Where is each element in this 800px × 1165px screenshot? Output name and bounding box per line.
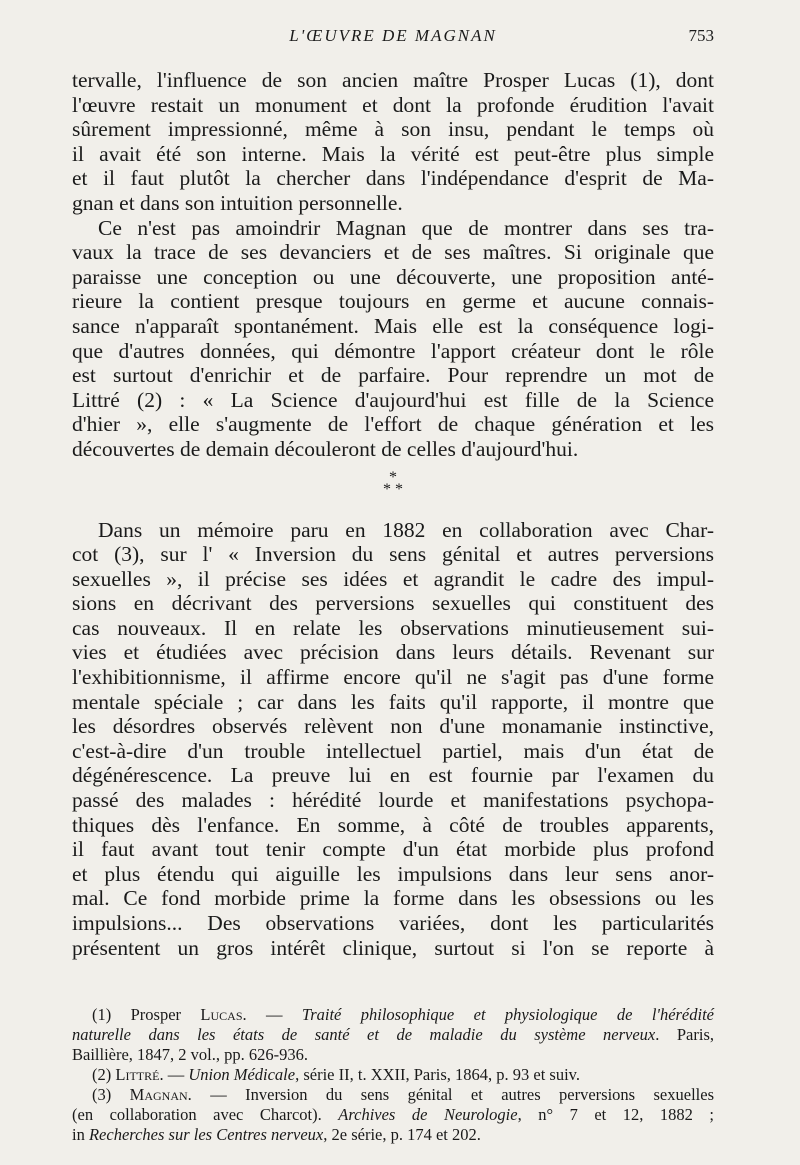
text-line: c'est-à-dire d'un trouble intellectuel partiel, mais d'un état de	[72, 738, 714, 763]
footnote-1-line-1	[72, 1005, 714, 1025]
fn-text: . —	[159, 1065, 189, 1084]
text-line: mal. Ce fond morbide prime la forme dans les obsessions ou les	[72, 886, 714, 911]
fn-author: Lucas	[200, 1005, 243, 1024]
text-line: gnan et dans son intuition personnelle.	[72, 190, 403, 215]
text-line: dégénérescence. La preuve lui en est fournie par l'examen du	[72, 763, 714, 788]
text-line: présentent un gros intérêt clinique, surtout si l'on se reporte à	[72, 935, 714, 960]
footnote-2	[72, 1065, 714, 1085]
text-line: impulsions... Des observations variées, dont les particularités	[72, 911, 714, 935]
paragraph-2	[72, 216, 714, 462]
fn-title: Traité philosophique et physiologique de l'hérédité	[301, 1005, 715, 1024]
text-line: rieure la contient presque toujours en germe et aucune connais-	[72, 289, 714, 314]
fn-text: , 2e série, p. 174 et 202.	[323, 1125, 481, 1144]
fn-text: , série II, t. XXII, Paris, 1864, p. 93 et suiv.	[295, 1065, 580, 1084]
text-line: vaux la trace de ses devanciers et de ses maîtres. Si originale que	[72, 240, 714, 265]
text-line: et il faut plutôt la chercher dans l'indépendance d'esprit de Ma-	[72, 166, 714, 191]
fn-text: . —	[242, 1005, 302, 1024]
text-line: paraisse une conception ou une découverte, une proposition anté-	[72, 264, 714, 289]
page-number: 753	[688, 26, 714, 45]
text-line: est surtout d'enrichir et de parfaire. Pour reprendre un mot de	[72, 363, 714, 388]
text-line: sions en décrivant des perversions sexuelles qui constituent des	[72, 591, 714, 616]
fn-title: Union Médicale	[188, 1065, 296, 1084]
fn-text: . — Inversion du sens génital et autres perversions sexuelles	[187, 1085, 714, 1104]
text-line: cot (3), sur l' « Inversion du sens génital et autres perversions	[72, 542, 714, 567]
text-line: sûrement impressionné, même à son insu, pendant le temps où	[72, 117, 714, 142]
paragraph-1	[72, 68, 714, 216]
running-header	[72, 26, 714, 52]
fn-text: (2)	[92, 1065, 116, 1084]
fn-text: (3)	[92, 1085, 130, 1104]
text-line: sance n'apparaît spontanément. Mais elle est la conséquence logi-	[72, 313, 714, 338]
footnote-3-line-1	[72, 1085, 714, 1105]
running-title: L'ŒUVRE DE MAGNAN	[289, 26, 497, 45]
fn-text: (1) Prosper	[92, 1005, 201, 1024]
text-line: que d'autres données, qui démontre l'apport créateur dont le rôle	[72, 338, 714, 363]
fn-text: in	[72, 1125, 89, 1144]
text-line: d'hier », elle s'augmente de l'effort de chaque génération et les	[72, 412, 714, 437]
fn-author: Magnan	[129, 1085, 188, 1104]
text-line: thiques dès l'enfance. En somme, à côté de troubles apparents,	[72, 812, 714, 837]
fn-text: . Paris,	[655, 1025, 714, 1044]
fn-text: , n° 7 et 12, 1882 ;	[517, 1105, 714, 1124]
footnote-1-line-3: Baillière, 1847, 2 vol., pp. 626-936.	[72, 1045, 309, 1064]
text-line: l'exhibitionnisme, il affirme encore qu'il ne s'agit pas d'une forme	[72, 665, 714, 690]
footnotes	[72, 1005, 714, 1145]
text-line: et plus étendu qui aiguille les impulsions dans leur sens anor-	[72, 861, 714, 886]
body-text	[72, 68, 714, 960]
text-line: sexuelles », il précise ses idées et agrandit le cadre des impul-	[72, 566, 714, 591]
fn-title: naturelle dans les états de santé et de maladie du système nerveux	[72, 1025, 656, 1044]
fn-title: Recherches sur les Centres nerveux	[88, 1125, 324, 1144]
text-line: mentale spéciale ; car dans les faits qu'il rapporte, il montre que	[72, 689, 714, 714]
footnote-3-line-3	[72, 1125, 714, 1145]
fn-author: Littré	[115, 1065, 160, 1084]
fn-text: (en collaboration avec Charcot).	[72, 1105, 339, 1124]
paragraph-3	[72, 518, 714, 961]
fn-title: Archives de Neurologie	[338, 1105, 518, 1124]
asterism-bottom: * *	[383, 480, 403, 498]
footnote-3-line-2	[72, 1105, 714, 1125]
text-line: Dans un mémoire paru en 1882 en collaboration avec Char-	[98, 517, 714, 542]
text-line: l'œuvre restait un monument et dont la profonde érudition l'avait	[72, 92, 714, 117]
asterism-top: *	[389, 468, 397, 486]
text-line: Littré (2) : « La Science d'aujourd'hui est fille de la Science	[72, 387, 714, 412]
text-line: il faut avant tout tenir compte d'un état morbide plus profond	[72, 837, 714, 862]
footnote-1-line-2	[72, 1025, 714, 1045]
asterism	[72, 468, 714, 498]
text-line: passé des malades : hérédité lourde et manifestations psychopa-	[72, 788, 714, 813]
text-line: cas nouveaux. Il en relate les observations minutieusement sui-	[72, 615, 714, 640]
text-line: découvertes de demain découleront de celles d'aujourd'hui.	[72, 436, 579, 461]
text-line: Ce n'est pas amoindrir Magnan que de montrer dans ses tra-	[98, 215, 714, 240]
text-line: il avait été son interne. Mais la vérité est peut-être plus simple	[72, 141, 714, 166]
text-line: tervalle, l'influence de son ancien maître Prosper Lucas (1), dont	[72, 68, 714, 92]
text-line: vies et étudiées avec précision dans leurs détails. Revenant sur	[72, 640, 714, 665]
text-line: les désordres observés relèvent non d'une monamanie instinctive,	[72, 714, 714, 739]
